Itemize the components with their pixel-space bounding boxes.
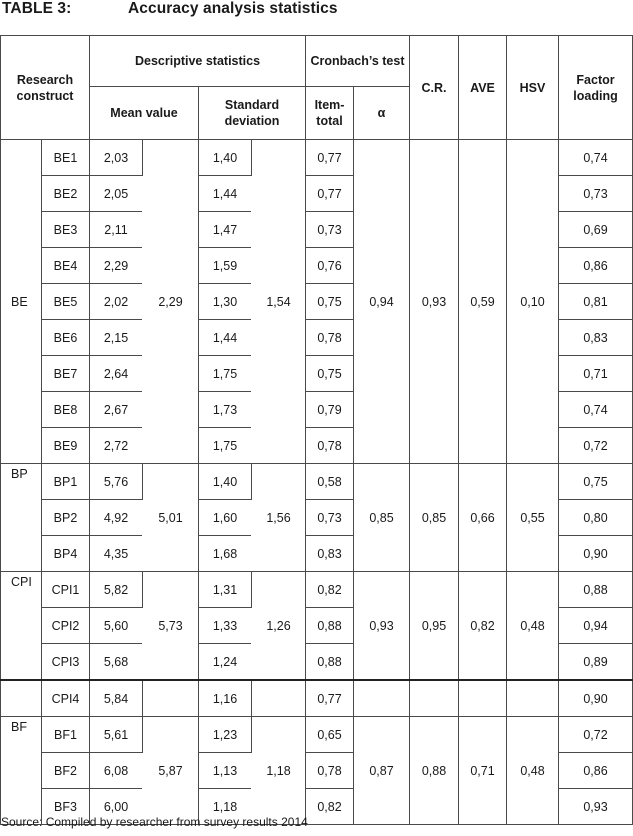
construct-mean: 5,87 [143,717,199,825]
item-code: CPI3 [42,644,90,681]
item-code: BF3 [42,789,90,825]
item-sd: 1,31 [199,572,252,608]
table-row [1,717,633,753]
construct-cr: 0,95 [410,572,459,681]
item-mean: 5,84 [90,680,143,717]
construct-mean-empty [143,680,199,717]
construct-cr: 0,85 [410,464,459,572]
factor-loading-value: 0,75 [559,464,633,500]
item-code: BE1 [42,140,90,176]
item-sd: 1,47 [199,212,252,248]
construct-mean: 5,01 [143,464,199,572]
item-total-value: 0,73 [306,212,354,248]
item-total-value: 0,58 [306,464,354,500]
item-sd: 1,40 [199,140,252,176]
construct-ave: 0,71 [459,717,507,825]
source-note: Source: Compiled by researcher from survey results 2014 [1,815,308,829]
factor-loading-value: 0,74 [559,140,633,176]
item-total-value: 0,75 [306,356,354,392]
item-code: CPI1 [42,572,90,608]
item-code: BP2 [42,500,90,536]
construct-label-empty [1,680,42,717]
item-mean: 5,60 [90,608,143,644]
item-total-value: 0,78 [306,320,354,356]
item-code: BE4 [42,248,90,284]
item-sd: 1,16 [199,680,252,717]
item-mean: 2,02 [90,284,143,320]
item-total-value: 0,65 [306,717,354,753]
item-total-value: 0,77 [306,176,354,212]
item-sd: 1,75 [199,428,252,464]
item-code: BE9 [42,428,90,464]
item-mean: 5,82 [90,572,143,608]
item-mean: 2,15 [90,320,143,356]
table-title [2,0,338,18]
item-sd: 1,73 [199,392,252,428]
item-sd: 1,23 [199,717,252,753]
item-code: BF2 [42,753,90,789]
item-mean: 2,03 [90,140,143,176]
construct-ave: 0,82 [459,572,507,681]
item-mean: 5,61 [90,717,143,753]
item-sd: 1,24 [199,644,252,681]
item-sd: 1,40 [199,464,252,500]
table-title-text: Accuracy analysis statistics [128,0,338,17]
item-total-value: 0,73 [306,500,354,536]
item-code: BE2 [42,176,90,212]
construct-label: BE [1,140,42,464]
construct-alpha-empty [354,680,410,717]
item-code: BE5 [42,284,90,320]
item-total-value: 0,77 [306,140,354,176]
factor-loading-value: 0,73 [559,176,633,212]
factor-loading-value: 0,86 [559,753,633,789]
factor-loading-value: 0,90 [559,536,633,572]
factor-loading-value: 0,88 [559,572,633,608]
item-total-value: 0,76 [306,248,354,284]
table-number: TABLE 3: [2,0,72,17]
item-code: BF1 [42,717,90,753]
item-total-value: 0,82 [306,789,354,825]
item-total-value: 0,75 [306,284,354,320]
item-code: BP4 [42,536,90,572]
header-cr: C.R. [410,36,459,140]
item-total-value: 0,88 [306,644,354,681]
table-row [1,140,633,176]
header-descriptive-statistics: Descriptive statistics [90,36,306,87]
construct-label: CPI [1,572,42,681]
item-mean: 2,29 [90,248,143,284]
item-code: CPI2 [42,608,90,644]
construct-alpha: 0,85 [354,464,410,572]
construct-cr-empty [410,680,459,717]
header-standard-deviation: Standard deviation [199,87,306,140]
header-research-construct: Research construct [1,36,90,140]
item-sd: 1,13 [199,753,252,789]
factor-loading-value: 0,90 [559,680,633,717]
item-sd: 1,75 [199,356,252,392]
construct-ave-empty [459,680,507,717]
construct-sd: 1,56 [252,464,306,572]
item-code: BP1 [42,464,90,500]
factor-loading-value: 0,81 [559,284,633,320]
construct-label: BF [1,717,42,825]
factor-loading-value: 0,83 [559,320,633,356]
item-mean: 4,35 [90,536,143,572]
construct-cr: 0,93 [410,140,459,464]
header-hsv: HSV [507,36,559,140]
construct-hsv-empty [507,680,559,717]
construct-hsv: 0,10 [507,140,559,464]
item-sd: 1,33 [199,608,252,644]
table-row [1,680,633,717]
item-mean: 2,64 [90,356,143,392]
factor-loading-value: 0,89 [559,644,633,681]
construct-cr: 0,88 [410,717,459,825]
header-ave: AVE [459,36,507,140]
construct-sd: 1,26 [252,572,306,681]
item-sd: 1,60 [199,500,252,536]
item-sd: 1,44 [199,320,252,356]
item-code: BE6 [42,320,90,356]
factor-loading-value: 0,72 [559,717,633,753]
item-sd: 1,18 [199,789,252,825]
header-factor-loading: Factor loading [559,36,633,140]
item-sd: 1,68 [199,536,252,572]
item-mean: 6,00 [90,789,143,825]
construct-hsv: 0,55 [507,464,559,572]
factor-loading-value: 0,94 [559,608,633,644]
table-row [1,464,633,500]
item-total-value: 0,78 [306,753,354,789]
construct-sd: 1,18 [252,717,306,825]
factor-loading-value: 0,86 [559,248,633,284]
construct-ave: 0,66 [459,464,507,572]
construct-mean: 2,29 [143,140,199,464]
item-code: BE8 [42,392,90,428]
table-row [1,572,633,608]
factor-loading-value: 0,80 [559,500,633,536]
factor-loading-value: 0,72 [559,428,633,464]
header-alpha: α [354,87,410,140]
item-mean: 2,67 [90,392,143,428]
construct-label: BP [1,464,42,572]
item-total-value: 0,83 [306,536,354,572]
header-mean-value: Mean value [90,87,199,140]
construct-hsv: 0,48 [507,717,559,825]
factor-loading-value: 0,69 [559,212,633,248]
header-item-total: Item-total [306,87,354,140]
item-code: BE3 [42,212,90,248]
construct-alpha: 0,87 [354,717,410,825]
construct-hsv: 0,48 [507,572,559,681]
item-sd: 1,44 [199,176,252,212]
factor-loading-value: 0,71 [559,356,633,392]
item-total-value: 0,77 [306,680,354,717]
construct-alpha: 0,93 [354,572,410,681]
factor-loading-value: 0,74 [559,392,633,428]
construct-alpha: 0,94 [354,140,410,464]
item-sd: 1,59 [199,248,252,284]
construct-mean: 5,73 [143,572,199,681]
accuracy-statistics-table [0,35,633,825]
item-mean: 2,05 [90,176,143,212]
factor-loading-value: 0,93 [559,789,633,825]
item-mean: 4,92 [90,500,143,536]
construct-ave: 0,59 [459,140,507,464]
item-mean: 6,08 [90,753,143,789]
item-sd: 1,30 [199,284,252,320]
item-mean: 5,76 [90,464,143,500]
item-total-value: 0,78 [306,428,354,464]
construct-sd: 1,54 [252,140,306,464]
item-total-value: 0,88 [306,608,354,644]
item-code: CPI4 [42,680,90,717]
item-mean: 2,72 [90,428,143,464]
item-total-value: 0,79 [306,392,354,428]
item-code: BE7 [42,356,90,392]
item-mean: 2,11 [90,212,143,248]
item-total-value: 0,82 [306,572,354,608]
construct-sd-empty [252,680,306,717]
item-mean: 5,68 [90,644,143,681]
header-cronbach-test: Cronbach’s test [306,36,410,87]
